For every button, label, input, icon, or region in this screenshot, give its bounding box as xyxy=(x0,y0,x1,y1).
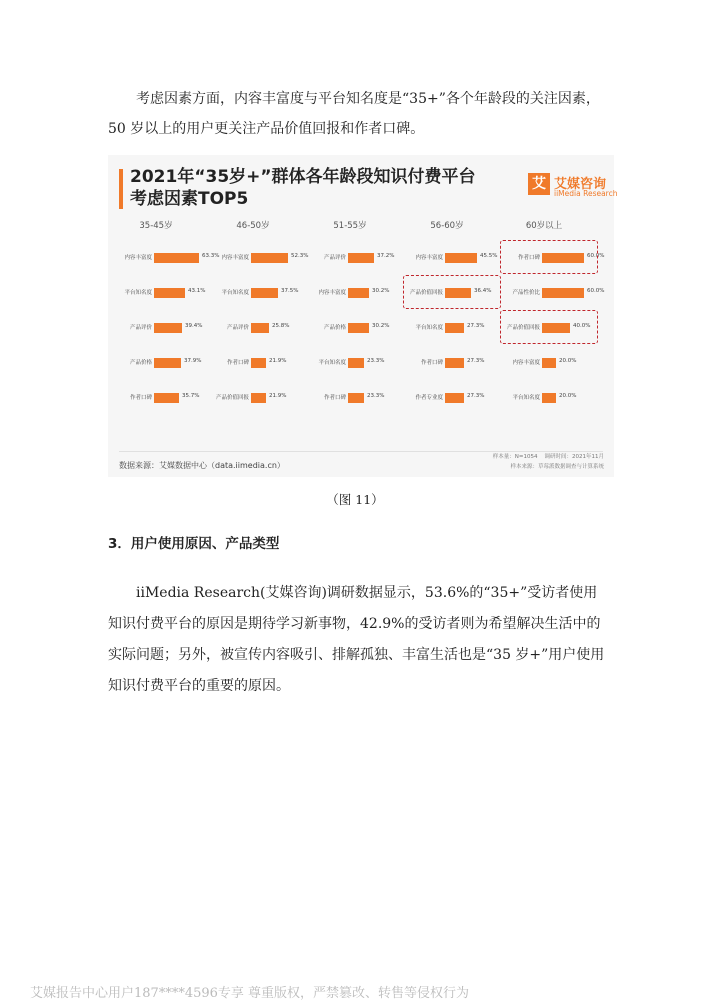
factor-row xyxy=(118,286,210,300)
factor-label: 作者口碑 xyxy=(420,360,443,366)
factor-row xyxy=(215,251,307,265)
factor-bar xyxy=(154,358,181,368)
factor-label: 产品价格 xyxy=(129,360,152,366)
age-group-label: 35-45岁 xyxy=(139,221,173,231)
factor-bar xyxy=(348,253,374,263)
factor-label: 平台知名度 xyxy=(124,290,152,296)
logo-text-cn: 艾媒咨询 xyxy=(554,177,607,192)
factor-bar xyxy=(542,393,556,403)
factor-label: 产品性价比 xyxy=(512,290,540,296)
factor-bar xyxy=(154,393,179,403)
factor-bar xyxy=(348,358,364,368)
factor-label: 作者口碑 xyxy=(517,255,540,261)
factor-row xyxy=(312,286,404,300)
age-group-column xyxy=(409,219,501,419)
factor-label: 平台知名度 xyxy=(415,325,443,331)
copyright-footer: 艾媒报告中心用户187****4596专享 尊重版权，严禁篡改、转售等侵权行为 xyxy=(30,986,470,1001)
factor-label: 产品价格 xyxy=(323,325,346,331)
factor-row xyxy=(118,391,210,405)
sample-info xyxy=(493,452,604,460)
factor-bar xyxy=(251,288,278,298)
age-group-label: 46-50岁 xyxy=(236,221,270,231)
factor-row xyxy=(215,286,307,300)
iimedia-logo xyxy=(528,173,618,203)
factor-row xyxy=(409,391,501,405)
age-group-column xyxy=(215,219,307,419)
highlight-box xyxy=(403,275,501,309)
factor-label: 平台知名度 xyxy=(318,360,346,366)
title-accent-bar xyxy=(119,169,123,209)
body-paragraph: iiMedia Research(艾媒咨询)调研数据显示，53.6%的“35+”受访者使用知识付费平台的原因是期待学习新事物，42.9%的受访者则为希望解决生活中的实际问题；另外，被宣传内容吸引、排解孤独、丰富生活也是“35 岁+”用户使用知识付费平台的重要的原因。 xyxy=(108,585,605,694)
sample-size: 样本量：N=1054 xyxy=(492,454,538,460)
factor-row xyxy=(312,391,404,405)
factor-bar xyxy=(154,288,185,298)
factor-label: 内容丰富度 xyxy=(221,255,249,261)
factor-bar xyxy=(445,358,464,368)
factor-label: 作者口碑 xyxy=(129,395,152,401)
factor-value: 20.0% xyxy=(559,393,577,399)
factor-value: 23.3% xyxy=(367,358,385,364)
factor-row xyxy=(506,286,605,300)
factor-value: 37.9% xyxy=(184,358,202,364)
factor-value: 39.4% xyxy=(185,323,203,329)
factor-bar xyxy=(251,358,266,368)
age-group-column xyxy=(506,219,605,419)
factor-label: 产品评价 xyxy=(129,325,152,331)
factor-value: 43.1% xyxy=(188,288,206,294)
figure-title: 2021年“35岁+”群体各年龄段知识付费平台考虑因素TOP5 xyxy=(130,167,476,209)
factor-value: 36.4% xyxy=(474,288,492,294)
factor-value: 20.0% xyxy=(559,358,577,364)
factor-value: 30.2% xyxy=(372,288,390,294)
factor-value: 23.3% xyxy=(367,393,385,399)
factor-value: 60.0% xyxy=(587,288,605,294)
factor-label: 作者专业度 xyxy=(415,395,443,401)
age-group-label: 51-55岁 xyxy=(333,221,367,231)
intro-paragraph: 考虑因素方面，内容丰富度与平台知名度是“35+”各个年龄段的关注因素，50 岁以上的用户更关注产品价值回报和作者口碑。 xyxy=(108,91,600,137)
factor-label: 作者口碑 xyxy=(323,395,346,401)
factor-row xyxy=(312,356,404,370)
factor-bar xyxy=(348,323,369,333)
age-group-column xyxy=(118,219,220,419)
factor-value: 27.3% xyxy=(467,323,485,329)
factor-bar xyxy=(154,253,199,263)
factor-value: 45.5% xyxy=(480,253,498,259)
age-group-label: 56-60岁 xyxy=(430,221,464,231)
factor-label: 产品价值回报 xyxy=(409,290,443,296)
factor-row xyxy=(118,356,210,370)
factor-row xyxy=(409,321,501,335)
factor-bar xyxy=(251,393,266,403)
infographic-figure xyxy=(108,155,618,477)
factor-row xyxy=(312,251,404,265)
factor-bar xyxy=(445,323,464,333)
figure-caption: （图 11） xyxy=(326,492,384,507)
logo-mark-icon: 艾 xyxy=(528,173,550,195)
factor-value: 52.3% xyxy=(291,253,309,259)
factor-row xyxy=(215,391,307,405)
age-group-label: 60岁以上 xyxy=(525,221,563,231)
factor-row xyxy=(312,321,404,335)
factor-value: 37.5% xyxy=(281,288,299,294)
factor-value: 21.9% xyxy=(269,393,287,399)
factor-value: 27.3% xyxy=(467,393,485,399)
factor-value: 25.8% xyxy=(272,323,290,329)
factor-label: 产品价值回报 xyxy=(215,395,249,401)
factor-bar xyxy=(445,393,464,403)
factor-bar xyxy=(251,323,269,333)
factor-label: 产品价值回报 xyxy=(506,325,540,331)
factor-label: 内容丰富度 xyxy=(318,290,346,296)
highlight-box xyxy=(500,240,598,274)
factor-bar xyxy=(542,358,556,368)
factor-value: 21.9% xyxy=(269,358,287,364)
section-heading: 3．用户使用原因、产品类型 xyxy=(108,536,280,552)
factor-row xyxy=(215,321,307,335)
survey-time: 调研时间：2021年11月 xyxy=(544,454,604,460)
factor-row xyxy=(409,251,501,265)
factor-bar xyxy=(154,323,182,333)
factor-bar xyxy=(542,288,584,298)
factor-bar xyxy=(251,253,288,263)
factor-bar xyxy=(348,288,369,298)
sample-source: 样本来源：草莓派数据调查与计算系统 xyxy=(510,464,604,470)
factor-row xyxy=(118,321,210,335)
factor-row xyxy=(506,356,598,370)
factor-bar xyxy=(445,253,477,263)
factor-value: 60.0% xyxy=(587,253,605,259)
factor-value: 40.0% xyxy=(573,323,591,329)
factor-value: 63.3% xyxy=(202,253,220,259)
factor-row xyxy=(215,356,307,370)
factor-value: 37.2% xyxy=(377,253,395,259)
factor-label: 内容丰富度 xyxy=(124,255,152,261)
factor-label: 平台知名度 xyxy=(512,395,540,401)
factor-bar xyxy=(348,393,364,403)
data-source: 数据来源：艾媒数据中心（data.iimedia.cn） xyxy=(119,461,285,470)
factor-label: 内容丰富度 xyxy=(415,255,443,261)
factor-label: 作者口碑 xyxy=(226,360,249,366)
factor-label: 产品评价 xyxy=(226,325,249,331)
factor-label: 平台知名度 xyxy=(221,290,249,296)
factor-label: 内容丰富度 xyxy=(512,360,540,366)
factor-value: 27.3% xyxy=(467,358,485,364)
factor-row xyxy=(506,391,598,405)
logo-text-en: iiMedia Research xyxy=(554,189,618,198)
factor-value: 35.7% xyxy=(182,393,200,399)
factor-row xyxy=(118,251,220,265)
age-group-column xyxy=(312,219,404,419)
factor-value: 30.2% xyxy=(372,323,390,329)
highlight-box xyxy=(500,310,598,344)
factor-row xyxy=(409,356,501,370)
factor-label: 产品评价 xyxy=(323,255,346,261)
